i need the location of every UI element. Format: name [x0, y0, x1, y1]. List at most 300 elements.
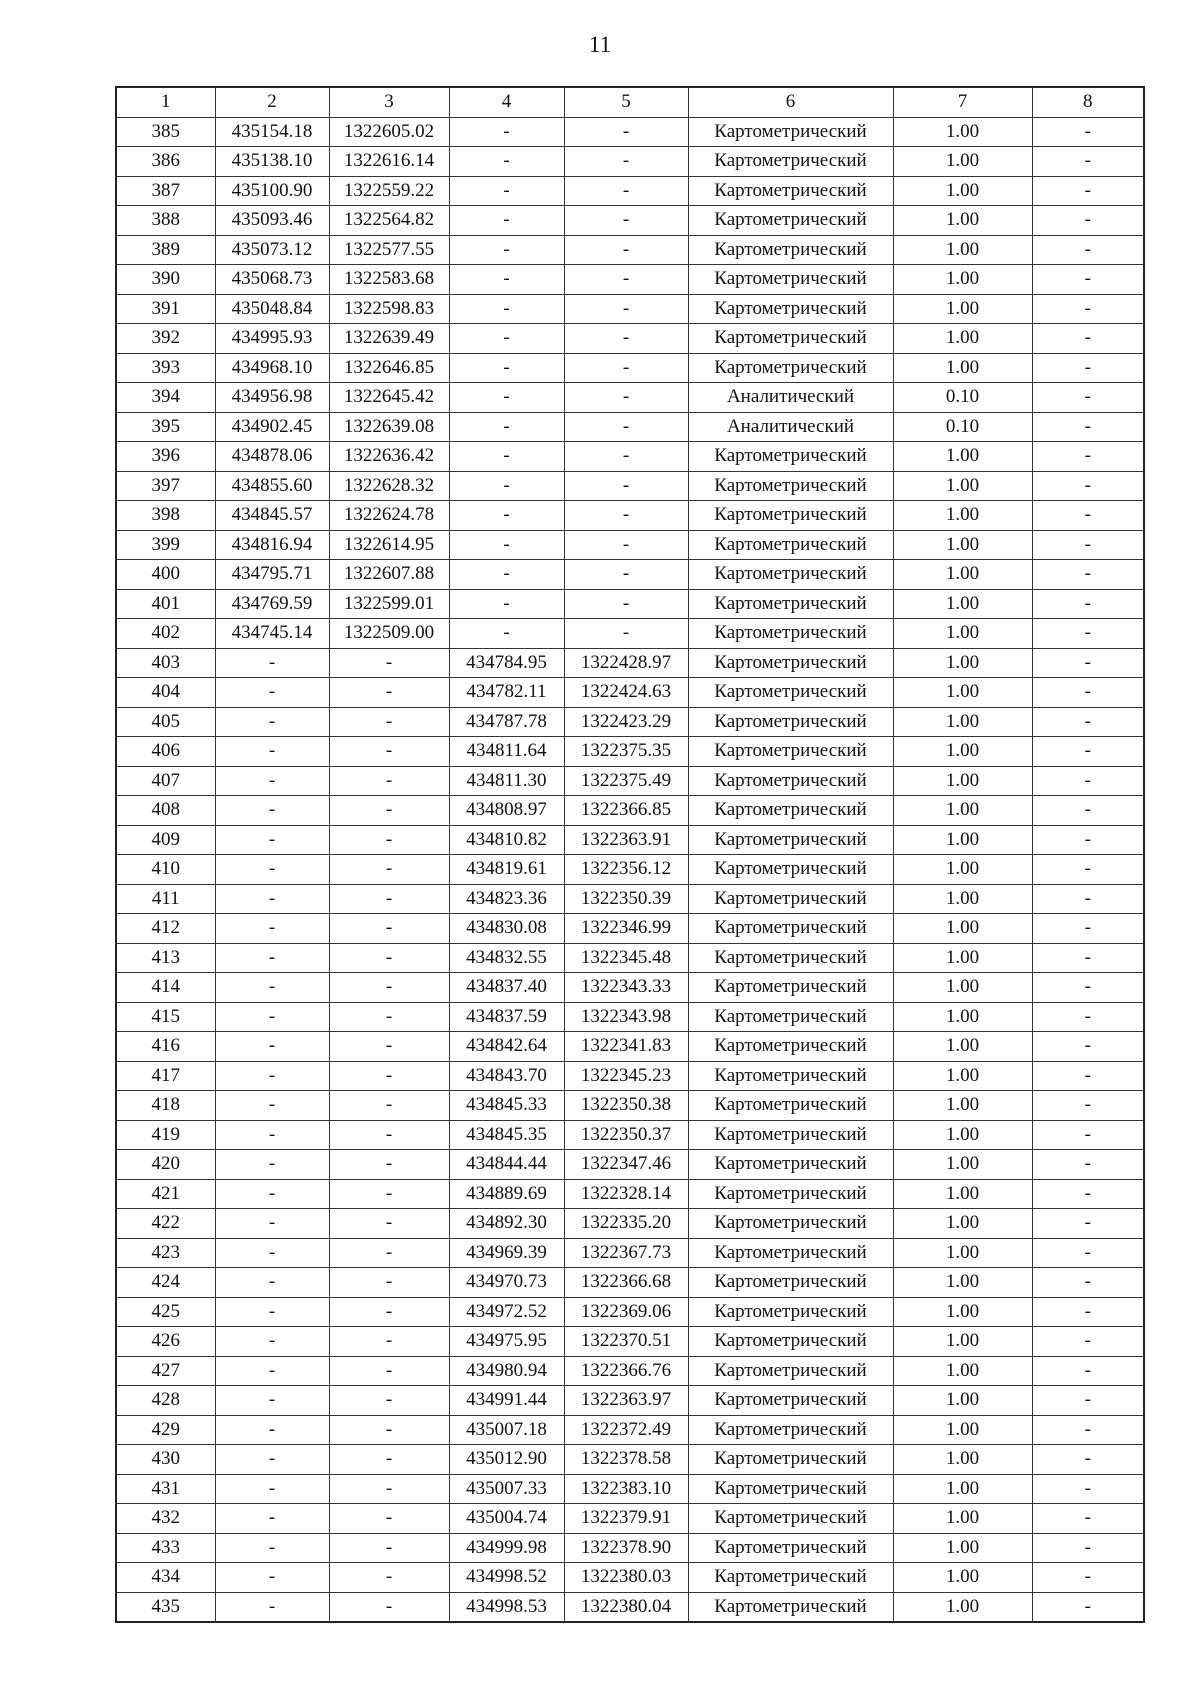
new-x-cell: -: [449, 530, 564, 560]
new-x-cell: 434830.08: [449, 914, 564, 944]
point-number-cell: 389: [116, 235, 215, 265]
accuracy-cell: 1.00: [893, 1327, 1032, 1357]
existing-x-cell: 435154.18: [215, 117, 329, 147]
description-cell: -: [1032, 442, 1144, 472]
existing-y-cell: -: [329, 943, 449, 973]
existing-y-cell: 1322577.55: [329, 235, 449, 265]
method-cell: Картометрический: [688, 707, 893, 737]
new-y-cell: 1322350.38: [564, 1091, 688, 1121]
new-y-cell: 1322378.90: [564, 1533, 688, 1563]
existing-x-cell: -: [215, 855, 329, 885]
accuracy-cell: 1.00: [893, 825, 1032, 855]
accuracy-cell: 1.00: [893, 206, 1032, 236]
accuracy-cell: 1.00: [893, 1032, 1032, 1062]
new-x-cell: -: [449, 560, 564, 590]
existing-x-cell: -: [215, 1415, 329, 1445]
existing-x-cell: 434855.60: [215, 471, 329, 501]
point-number-cell: 400: [116, 560, 215, 590]
new-y-cell: 1322372.49: [564, 1415, 688, 1445]
table-row: [116, 1415, 1144, 1445]
new-x-cell: -: [449, 353, 564, 383]
point-number-cell: 388: [116, 206, 215, 236]
existing-y-cell: -: [329, 1415, 449, 1445]
new-x-cell: 434837.59: [449, 1002, 564, 1032]
description-cell: -: [1032, 914, 1144, 944]
table-row: [116, 825, 1144, 855]
new-y-cell: -: [564, 560, 688, 590]
method-cell: Картометрический: [688, 1415, 893, 1445]
existing-y-cell: 1322639.49: [329, 324, 449, 354]
existing-x-cell: -: [215, 1386, 329, 1416]
new-x-cell: 434811.64: [449, 737, 564, 767]
new-x-cell: -: [449, 294, 564, 324]
point-number-cell: 427: [116, 1356, 215, 1386]
existing-x-cell: -: [215, 766, 329, 796]
new-y-cell: 1322366.68: [564, 1268, 688, 1298]
description-cell: -: [1032, 1504, 1144, 1534]
point-number-cell: 422: [116, 1209, 215, 1239]
accuracy-cell: 1.00: [893, 619, 1032, 649]
new-x-cell: 434842.64: [449, 1032, 564, 1062]
accuracy-cell: 1.00: [893, 324, 1032, 354]
description-cell: -: [1032, 1238, 1144, 1268]
table-row: [116, 1120, 1144, 1150]
accuracy-cell: 1.00: [893, 1091, 1032, 1121]
existing-x-cell: 434845.57: [215, 501, 329, 531]
method-cell: Картометрический: [688, 1238, 893, 1268]
new-y-cell: -: [564, 589, 688, 619]
method-cell: Картометрический: [688, 1327, 893, 1357]
existing-x-cell: -: [215, 1268, 329, 1298]
accuracy-cell: 1.00: [893, 1061, 1032, 1091]
existing-y-cell: -: [329, 707, 449, 737]
description-cell: -: [1032, 766, 1144, 796]
description-cell: -: [1032, 501, 1144, 531]
point-number-cell: 430: [116, 1445, 215, 1475]
existing-x-cell: -: [215, 1474, 329, 1504]
column-header: 5: [564, 87, 688, 117]
existing-y-cell: 1322639.08: [329, 412, 449, 442]
new-y-cell: -: [564, 117, 688, 147]
point-number-cell: 392: [116, 324, 215, 354]
existing-y-cell: -: [329, 1356, 449, 1386]
new-y-cell: 1322335.20: [564, 1209, 688, 1239]
description-cell: -: [1032, 206, 1144, 236]
description-cell: -: [1032, 648, 1144, 678]
point-number-cell: 402: [116, 619, 215, 649]
description-cell: -: [1032, 117, 1144, 147]
point-number-cell: 434: [116, 1563, 215, 1593]
new-x-cell: -: [449, 589, 564, 619]
table-row: [116, 560, 1144, 590]
point-number-cell: 428: [116, 1386, 215, 1416]
accuracy-cell: 1.00: [893, 1386, 1032, 1416]
accuracy-cell: 1.00: [893, 235, 1032, 265]
existing-x-cell: 435048.84: [215, 294, 329, 324]
method-cell: Картометрический: [688, 855, 893, 885]
existing-x-cell: 435100.90: [215, 176, 329, 206]
method-cell: Картометрический: [688, 1120, 893, 1150]
table-row: [116, 530, 1144, 560]
new-y-cell: 1322428.97: [564, 648, 688, 678]
description-cell: -: [1032, 235, 1144, 265]
existing-x-cell: -: [215, 1061, 329, 1091]
existing-x-cell: 434878.06: [215, 442, 329, 472]
new-x-cell: 434892.30: [449, 1209, 564, 1239]
point-number-cell: 435: [116, 1592, 215, 1622]
table-row: [116, 176, 1144, 206]
new-y-cell: 1322347.46: [564, 1150, 688, 1180]
table-row: [116, 973, 1144, 1003]
method-cell: Картометрический: [688, 1209, 893, 1239]
description-cell: -: [1032, 530, 1144, 560]
existing-x-cell: -: [215, 1356, 329, 1386]
description-cell: -: [1032, 324, 1144, 354]
new-y-cell: 1322346.99: [564, 914, 688, 944]
method-cell: Картометрический: [688, 1386, 893, 1416]
new-y-cell: -: [564, 619, 688, 649]
description-cell: -: [1032, 412, 1144, 442]
accuracy-cell: 1.00: [893, 353, 1032, 383]
description-cell: -: [1032, 1356, 1144, 1386]
method-cell: Картометрический: [688, 648, 893, 678]
description-cell: -: [1032, 619, 1144, 649]
existing-y-cell: 1322559.22: [329, 176, 449, 206]
method-cell: Картометрический: [688, 1504, 893, 1534]
description-cell: -: [1032, 1445, 1144, 1475]
new-y-cell: 1322356.12: [564, 855, 688, 885]
description-cell: -: [1032, 560, 1144, 590]
existing-y-cell: -: [329, 1268, 449, 1298]
accuracy-cell: 1.00: [893, 294, 1032, 324]
method-cell: Картометрический: [688, 766, 893, 796]
method-cell: Картометрический: [688, 442, 893, 472]
table-row: [116, 206, 1144, 236]
existing-x-cell: -: [215, 1533, 329, 1563]
existing-x-cell: -: [215, 1120, 329, 1150]
description-cell: -: [1032, 1415, 1144, 1445]
table-row: [116, 501, 1144, 531]
description-cell: -: [1032, 707, 1144, 737]
existing-y-cell: -: [329, 1179, 449, 1209]
description-cell: -: [1032, 855, 1144, 885]
new-x-cell: 434991.44: [449, 1386, 564, 1416]
point-number-cell: 391: [116, 294, 215, 324]
existing-x-cell: 434795.71: [215, 560, 329, 590]
table-header: [116, 87, 1144, 117]
table-row: [116, 914, 1144, 944]
new-y-cell: -: [564, 265, 688, 295]
table-row: [116, 1445, 1144, 1475]
existing-y-cell: -: [329, 1061, 449, 1091]
point-number-cell: 416: [116, 1032, 215, 1062]
existing-x-cell: -: [215, 1504, 329, 1534]
point-number-cell: 403: [116, 648, 215, 678]
header-row: [116, 87, 1144, 117]
accuracy-cell: 0.10: [893, 412, 1032, 442]
accuracy-cell: 1.00: [893, 678, 1032, 708]
description-cell: -: [1032, 353, 1144, 383]
description-cell: -: [1032, 1061, 1144, 1091]
new-x-cell: -: [449, 383, 564, 413]
point-number-cell: 399: [116, 530, 215, 560]
existing-x-cell: -: [215, 1209, 329, 1239]
table-row: [116, 884, 1144, 914]
method-cell: Аналитический: [688, 383, 893, 413]
existing-y-cell: 1322645.42: [329, 383, 449, 413]
existing-y-cell: -: [329, 825, 449, 855]
method-cell: Картометрический: [688, 589, 893, 619]
new-x-cell: 434970.73: [449, 1268, 564, 1298]
point-number-cell: 385: [116, 117, 215, 147]
point-number-cell: 432: [116, 1504, 215, 1534]
accuracy-cell: 1.00: [893, 1209, 1032, 1239]
point-number-cell: 423: [116, 1238, 215, 1268]
point-number-cell: 404: [116, 678, 215, 708]
description-cell: -: [1032, 973, 1144, 1003]
table-row: [116, 707, 1144, 737]
existing-x-cell: 434995.93: [215, 324, 329, 354]
point-number-cell: 417: [116, 1061, 215, 1091]
table-body: [116, 117, 1144, 1622]
point-number-cell: 409: [116, 825, 215, 855]
new-y-cell: -: [564, 442, 688, 472]
new-x-cell: 435007.18: [449, 1415, 564, 1445]
existing-y-cell: -: [329, 1120, 449, 1150]
new-x-cell: 434823.36: [449, 884, 564, 914]
description-cell: -: [1032, 943, 1144, 973]
accuracy-cell: 1.00: [893, 855, 1032, 885]
existing-y-cell: 1322636.42: [329, 442, 449, 472]
new-y-cell: -: [564, 206, 688, 236]
accuracy-cell: 1.00: [893, 501, 1032, 531]
point-number-cell: 433: [116, 1533, 215, 1563]
new-y-cell: 1322380.03: [564, 1563, 688, 1593]
new-x-cell: -: [449, 619, 564, 649]
column-header: 4: [449, 87, 564, 117]
existing-y-cell: -: [329, 678, 449, 708]
existing-x-cell: -: [215, 1327, 329, 1357]
table-row: [116, 1356, 1144, 1386]
table-row: [116, 619, 1144, 649]
new-x-cell: 434843.70: [449, 1061, 564, 1091]
new-x-cell: -: [449, 206, 564, 236]
new-y-cell: 1322328.14: [564, 1179, 688, 1209]
new-x-cell: 434819.61: [449, 855, 564, 885]
method-cell: Картометрический: [688, 943, 893, 973]
point-number-cell: 412: [116, 914, 215, 944]
description-cell: -: [1032, 294, 1144, 324]
table-row: [116, 324, 1144, 354]
existing-y-cell: -: [329, 766, 449, 796]
table-row: [116, 442, 1144, 472]
method-cell: Картометрический: [688, 1179, 893, 1209]
existing-x-cell: -: [215, 943, 329, 973]
point-number-cell: 414: [116, 973, 215, 1003]
new-y-cell: 1322363.97: [564, 1386, 688, 1416]
point-number-cell: 429: [116, 1415, 215, 1445]
existing-y-cell: 1322614.95: [329, 530, 449, 560]
new-y-cell: 1322343.33: [564, 973, 688, 1003]
description-cell: -: [1032, 1002, 1144, 1032]
point-number-cell: 397: [116, 471, 215, 501]
existing-y-cell: 1322509.00: [329, 619, 449, 649]
new-y-cell: 1322375.49: [564, 766, 688, 796]
table-row: [116, 1533, 1144, 1563]
existing-x-cell: -: [215, 1238, 329, 1268]
existing-x-cell: 435093.46: [215, 206, 329, 236]
existing-y-cell: -: [329, 1327, 449, 1357]
accuracy-cell: 1.00: [893, 884, 1032, 914]
method-cell: Картометрический: [688, 530, 893, 560]
existing-y-cell: -: [329, 1150, 449, 1180]
new-x-cell: -: [449, 471, 564, 501]
method-cell: Картометрический: [688, 1297, 893, 1327]
new-x-cell: 434810.82: [449, 825, 564, 855]
table-row: [116, 1091, 1144, 1121]
description-cell: -: [1032, 176, 1144, 206]
new-y-cell: -: [564, 176, 688, 206]
new-y-cell: 1322363.91: [564, 825, 688, 855]
method-cell: Аналитический: [688, 412, 893, 442]
new-y-cell: 1322350.39: [564, 884, 688, 914]
new-y-cell: 1322378.58: [564, 1445, 688, 1475]
description-cell: -: [1032, 1563, 1144, 1593]
existing-y-cell: -: [329, 1002, 449, 1032]
existing-x-cell: 435068.73: [215, 265, 329, 295]
method-cell: Картометрический: [688, 206, 893, 236]
point-number-cell: 418: [116, 1091, 215, 1121]
new-y-cell: -: [564, 147, 688, 177]
accuracy-cell: 1.00: [893, 147, 1032, 177]
point-number-cell: 411: [116, 884, 215, 914]
table-row: [116, 471, 1144, 501]
existing-y-cell: -: [329, 973, 449, 1003]
existing-x-cell: -: [215, 884, 329, 914]
description-cell: -: [1032, 1268, 1144, 1298]
existing-x-cell: -: [215, 648, 329, 678]
table-row: [116, 1032, 1144, 1062]
description-cell: -: [1032, 1091, 1144, 1121]
existing-y-cell: -: [329, 1445, 449, 1475]
description-cell: -: [1032, 1386, 1144, 1416]
description-cell: -: [1032, 1592, 1144, 1622]
new-x-cell: 434845.35: [449, 1120, 564, 1150]
description-cell: -: [1032, 1179, 1144, 1209]
table-row: [116, 383, 1144, 413]
accuracy-cell: 1.00: [893, 265, 1032, 295]
new-y-cell: 1322341.83: [564, 1032, 688, 1062]
new-y-cell: 1322424.63: [564, 678, 688, 708]
description-cell: -: [1032, 589, 1144, 619]
table-row: [116, 1504, 1144, 1534]
existing-x-cell: -: [215, 1091, 329, 1121]
accuracy-cell: 1.00: [893, 766, 1032, 796]
point-number-cell: 406: [116, 737, 215, 767]
new-x-cell: 434980.94: [449, 1356, 564, 1386]
table-row: [116, 1238, 1144, 1268]
table-row: [116, 1061, 1144, 1091]
point-number-cell: 405: [116, 707, 215, 737]
new-y-cell: -: [564, 471, 688, 501]
new-x-cell: 435007.33: [449, 1474, 564, 1504]
existing-y-cell: 1322605.02: [329, 117, 449, 147]
new-y-cell: 1322345.23: [564, 1061, 688, 1091]
existing-x-cell: 434968.10: [215, 353, 329, 383]
method-cell: Картометрический: [688, 324, 893, 354]
accuracy-cell: 1.00: [893, 117, 1032, 147]
description-cell: -: [1032, 1533, 1144, 1563]
method-cell: Картометрический: [688, 294, 893, 324]
existing-x-cell: 434956.98: [215, 383, 329, 413]
existing-y-cell: 1322628.32: [329, 471, 449, 501]
existing-y-cell: -: [329, 1238, 449, 1268]
accuracy-cell: 1.00: [893, 973, 1032, 1003]
description-cell: -: [1032, 1150, 1144, 1180]
point-number-cell: 424: [116, 1268, 215, 1298]
method-cell: Картометрический: [688, 973, 893, 1003]
existing-y-cell: -: [329, 1297, 449, 1327]
existing-x-cell: -: [215, 914, 329, 944]
new-x-cell: 434889.69: [449, 1179, 564, 1209]
table-row: [116, 353, 1144, 383]
accuracy-cell: 1.00: [893, 1563, 1032, 1593]
method-cell: Картометрический: [688, 1268, 893, 1298]
accuracy-cell: 1.00: [893, 530, 1032, 560]
new-y-cell: 1322350.37: [564, 1120, 688, 1150]
new-x-cell: 434975.95: [449, 1327, 564, 1357]
existing-y-cell: 1322599.01: [329, 589, 449, 619]
accuracy-cell: 1.00: [893, 1120, 1032, 1150]
new-y-cell: -: [564, 353, 688, 383]
existing-x-cell: -: [215, 1445, 329, 1475]
existing-x-cell: 434745.14: [215, 619, 329, 649]
table-row: [116, 1150, 1144, 1180]
new-y-cell: 1322345.48: [564, 943, 688, 973]
table-row: [116, 589, 1144, 619]
existing-x-cell: -: [215, 1150, 329, 1180]
new-x-cell: -: [449, 442, 564, 472]
table-row: [116, 855, 1144, 885]
method-cell: Картометрический: [688, 1356, 893, 1386]
existing-x-cell: 434902.45: [215, 412, 329, 442]
table-row: [116, 648, 1144, 678]
existing-x-cell: -: [215, 1297, 329, 1327]
new-x-cell: 434837.40: [449, 973, 564, 1003]
table-row: [116, 678, 1144, 708]
method-cell: Картометрический: [688, 501, 893, 531]
new-x-cell: -: [449, 501, 564, 531]
existing-y-cell: 1322564.82: [329, 206, 449, 236]
new-x-cell: 434811.30: [449, 766, 564, 796]
page-number: 11: [588, 32, 612, 57]
new-x-cell: -: [449, 117, 564, 147]
accuracy-cell: 1.00: [893, 943, 1032, 973]
description-cell: -: [1032, 825, 1144, 855]
existing-x-cell: -: [215, 1179, 329, 1209]
existing-x-cell: -: [215, 1002, 329, 1032]
method-cell: Картометрический: [688, 265, 893, 295]
new-x-cell: -: [449, 265, 564, 295]
new-x-cell: 434998.52: [449, 1563, 564, 1593]
existing-y-cell: -: [329, 1592, 449, 1622]
new-x-cell: 434782.11: [449, 678, 564, 708]
point-number-cell: 394: [116, 383, 215, 413]
point-number-cell: 390: [116, 265, 215, 295]
existing-y-cell: 1322598.83: [329, 294, 449, 324]
accuracy-cell: 1.00: [893, 914, 1032, 944]
new-y-cell: -: [564, 501, 688, 531]
